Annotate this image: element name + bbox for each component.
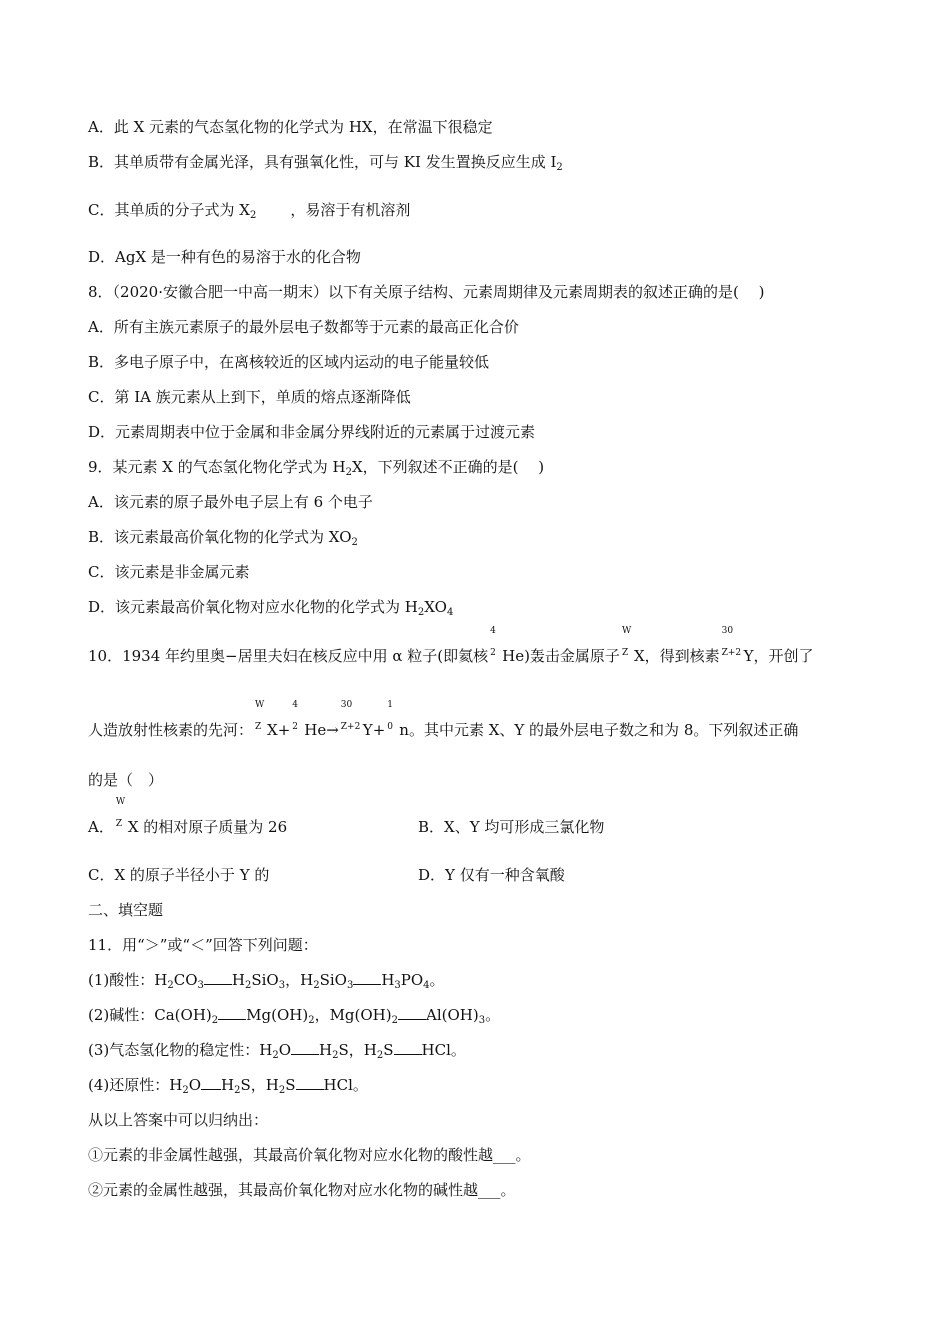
q9-option-c: C．该元素是非金属元素	[88, 563, 250, 581]
q8-option-d: D．元素周期表中位于金属和非金属分界线附近的元素属于过渡元素	[88, 423, 536, 441]
q11-summary: 从以上答案中可以归纳出：	[88, 1111, 269, 1129]
neutron-nuclide: 1 0	[387, 700, 394, 732]
q8-stem: 8．（2020·安徽合肥一中高一期末）以下有关原子结构、元素周期律及元素周期表的叙述正确的是( )	[88, 283, 765, 301]
q8-option-b: B．多电子原子中，在离核较近的区域内运动的电子能量较低	[88, 353, 490, 371]
q9-stem: 9．某元素 X 的气态氢化物化学式为 $H_2X$，下列叙述不正确的是( )	[88, 458, 545, 478]
q11-stem: 11．用“＞”或“＜”回答下列问题：	[88, 936, 318, 954]
answer-blank[interactable]	[296, 1075, 324, 1090]
q8-option-a: A．所有主族元素原子的最外层电子数都等于元素的最高正化合价	[88, 318, 519, 336]
q10-stem-line1: 10．1934 年约里奥−居里夫妇在核反应中用 α 粒子(即氦核 4 2 He)轰击金属原子 W Z X，得到核素 30 Z+2 Y，开创了	[88, 626, 814, 665]
answer-blank[interactable]	[218, 1005, 246, 1020]
answer-blank[interactable]	[201, 1075, 221, 1090]
y-nuclide: 30 Z+2	[340, 700, 361, 732]
x-nuclide: W Z	[621, 626, 632, 658]
q9-option-a: A．该元素的原子最外电子层上有 6 个电子	[88, 493, 373, 511]
section-heading: 二、填空题	[88, 901, 164, 919]
x-nuclide: W Z	[255, 700, 265, 732]
q7-option-c: C．其单质的分子式为 $X_2$ ，易溶于有机溶剂	[88, 201, 411, 221]
q7-option-d: D．AgX 是一种有色的易溶于水的化合物	[88, 248, 361, 266]
helium-nuclide: 4 2	[490, 626, 496, 658]
q10-option-a: A． W Z X 的相对原子质量为 26	[88, 797, 288, 836]
q7-option-b: B．其单质带有金属光泽，具有强氧化性，可与 KI 发生置换反应生成 $I_2$	[88, 153, 563, 173]
q11-conclusion-2: ②元素的金属性越强，其最高价氧化物对应水化物的碱性越___。	[88, 1181, 516, 1199]
q9-option-b: B．该元素最高价氧化物的化学式为 $XO_2$	[88, 528, 358, 548]
q11-part2: (2)碱性：$Ca(OH)_2$ $Mg(OH)_2$，$Mg(OH)_2$ $Al(OH)_3$。	[88, 1006, 501, 1026]
q10-stem-line3: 的是（ ）	[88, 771, 164, 789]
q10-option-b: B．X、Y 均可形成三氯化物	[418, 818, 605, 836]
q11-part3: (3)气态氢化物的稳定性：$H_2O$ $H_2S$，$H_2S$ HCl。	[88, 1041, 466, 1061]
answer-blank[interactable]	[204, 970, 232, 985]
q7-option-a: A．此 X 元素的气态氢化物的化学式为 HX，在常温下很稳定	[88, 118, 493, 136]
x-nuclide: W Z	[115, 797, 126, 829]
q10-option-d: D．Y 仅有一种含氧酸	[418, 866, 565, 884]
answer-blank[interactable]	[394, 1040, 422, 1055]
q11-conclusion-1: ①元素的非金属性越强，其最高价氧化物对应水化物的酸性越___。	[88, 1146, 531, 1164]
q10-stem-line2: 人造放射性核素的先河： W Z X+ 4 2 He→ 30 Z+2 Y+ 1 0 n。其中元素 X、Y 的最外层电子数之和为 8。下列叙述正确	[88, 700, 799, 739]
q11-part4: (4)还原性：$H_2O$ $H_2S$，$H_2S$ HCl。	[88, 1076, 368, 1096]
answer-blank[interactable]	[353, 970, 381, 985]
q11-part1: (1)酸性：$H_2CO_3$ $H_2SiO_3$，$H_2SiO_3$ $H_3PO_4$。	[88, 971, 445, 991]
q8-option-c: C．第 IA 族元素从上到下，单质的熔点逐渐降低	[88, 388, 411, 406]
answer-blank[interactable]	[291, 1040, 319, 1055]
y-nuclide: 30 Z+2	[721, 626, 742, 658]
answer-blank[interactable]	[398, 1005, 426, 1020]
helium-nuclide: 4 2	[292, 700, 298, 732]
q9-option-d: D．该元素最高价氧化物对应水化物的化学式为 $H_2XO_4$	[88, 598, 454, 618]
q10-option-c: C．X 的原子半径小于 Y 的	[88, 866, 270, 884]
